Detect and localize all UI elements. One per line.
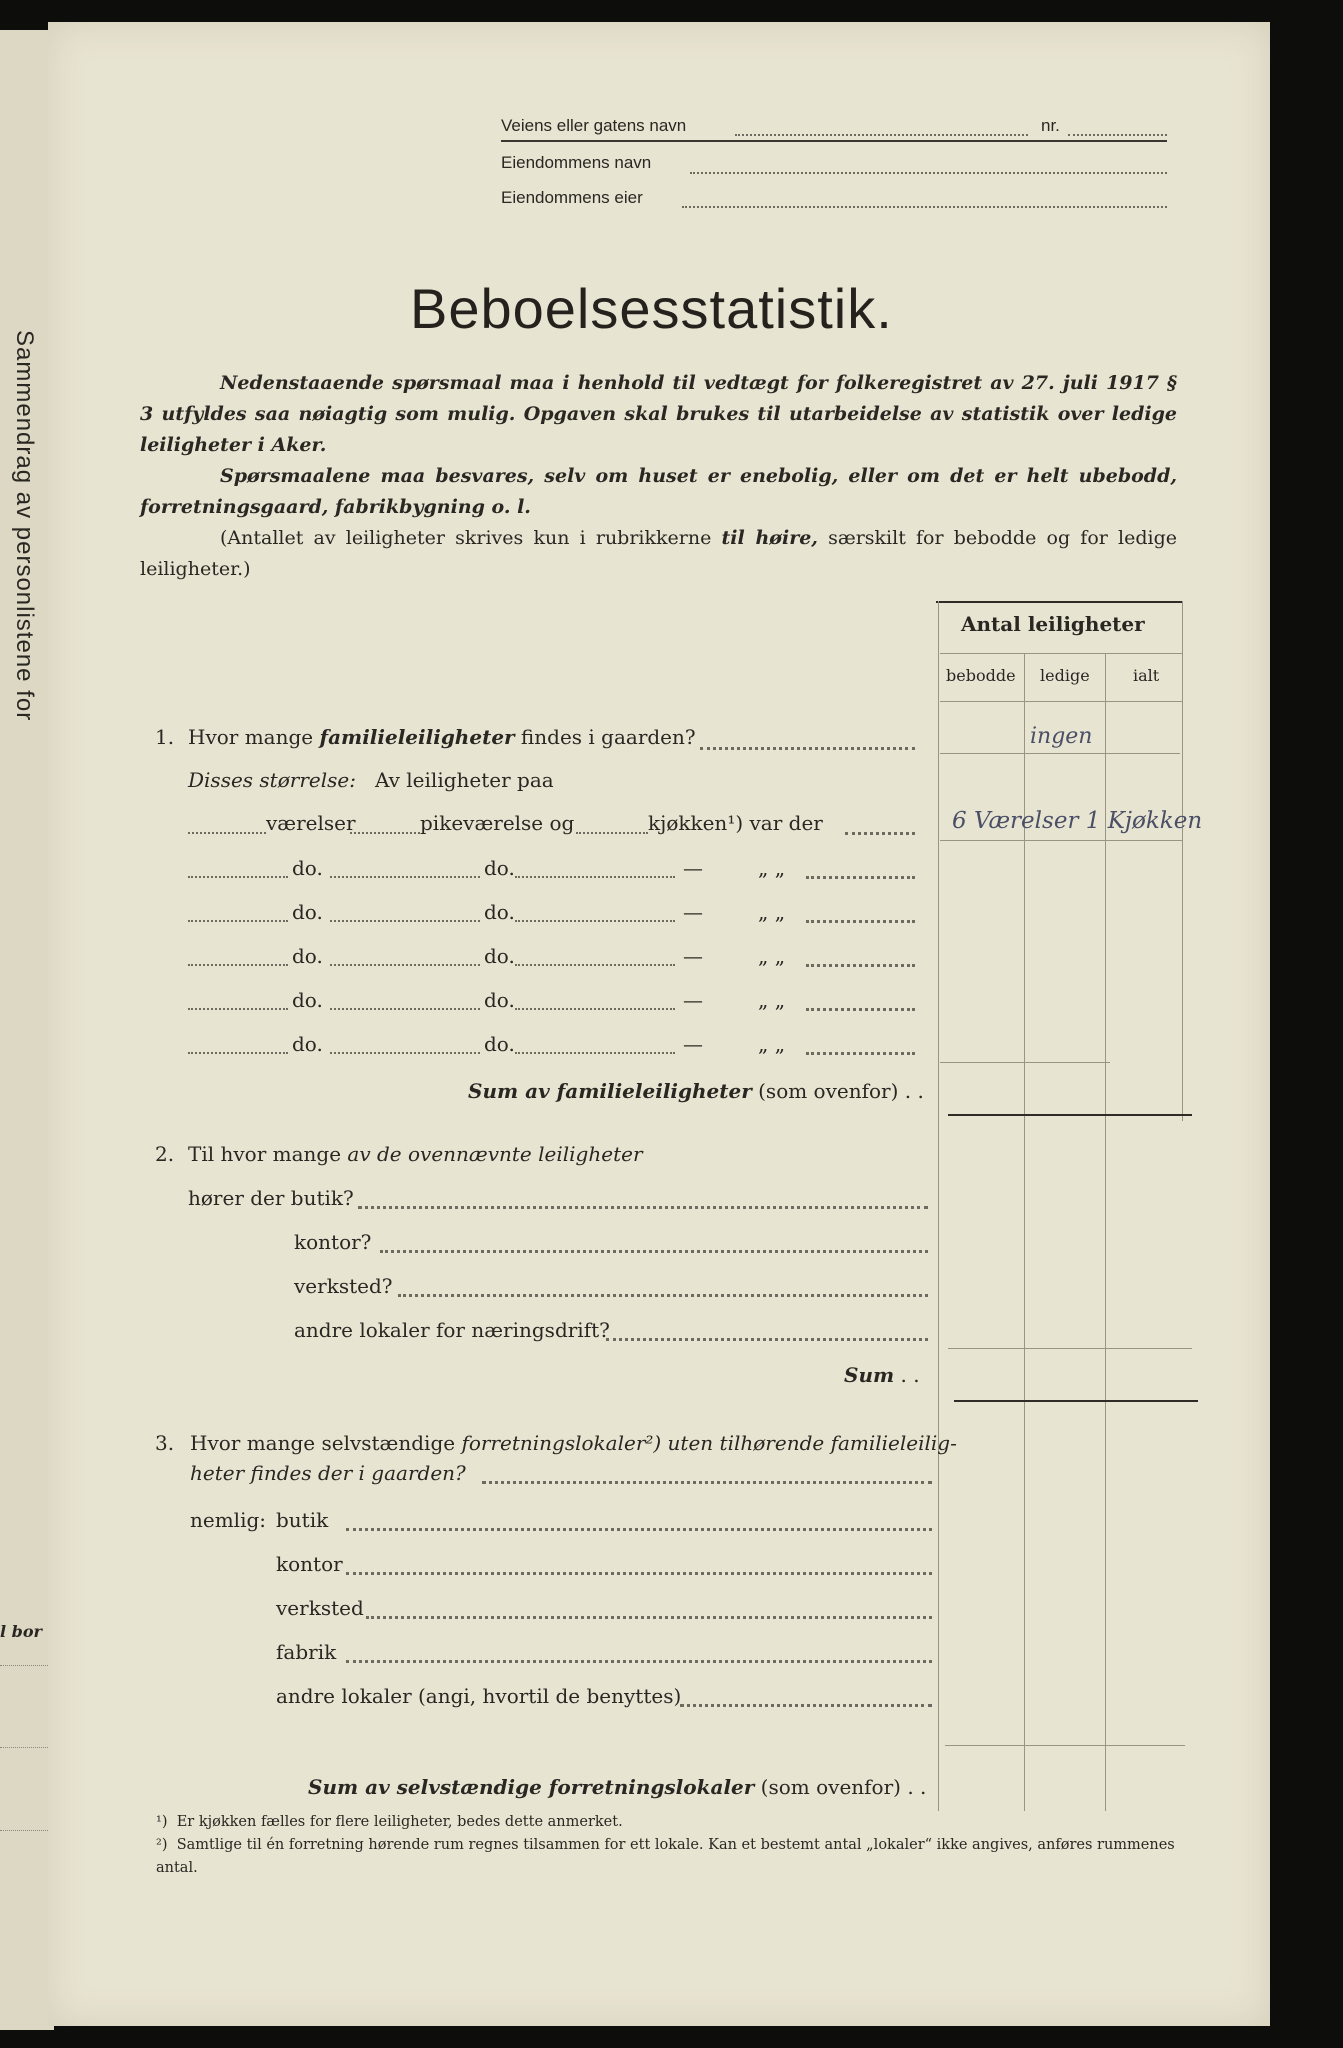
property-owner-field[interactable] bbox=[682, 206, 1167, 208]
leader-dots bbox=[346, 1572, 932, 1575]
vaerelser-field[interactable] bbox=[188, 832, 266, 834]
ditto: „ „ bbox=[758, 900, 786, 924]
leader-dots bbox=[845, 832, 915, 835]
dash: — bbox=[683, 944, 703, 968]
q3-fabrik: fabrik bbox=[276, 1640, 337, 1664]
do-label: do. bbox=[484, 944, 515, 968]
pike-field[interactable] bbox=[350, 832, 420, 834]
leader-dots bbox=[680, 1704, 932, 1707]
q3-kontor: kontor bbox=[276, 1552, 343, 1576]
do-field[interactable] bbox=[188, 876, 288, 878]
q2-sum: Sum . . bbox=[844, 1363, 920, 1387]
q1-size-text: Av leiligheter paa bbox=[375, 768, 554, 792]
col-bebodde: bebodde bbox=[946, 666, 1016, 685]
q1-sum-note: (som ovenfor) bbox=[758, 1079, 899, 1103]
do-field[interactable] bbox=[330, 920, 480, 922]
leader-dots bbox=[398, 1294, 928, 1297]
q3-sum-note: (som ovenfor) bbox=[760, 1775, 901, 1799]
q2-sum-label: Sum bbox=[844, 1363, 895, 1387]
q3-andre: andre lokaler (angi, hvortil de benyttes) bbox=[276, 1684, 682, 1708]
leader-dots bbox=[346, 1660, 932, 1663]
table-title: Antal leiligheter bbox=[961, 612, 1145, 636]
q2-verksted: verksted? bbox=[294, 1274, 393, 1298]
do-field[interactable] bbox=[330, 1008, 480, 1010]
q2-butik: hører der butik? bbox=[188, 1186, 354, 1210]
intro-paragraph-2: Spørsmaalene maa besvares, selv om huset er enebolig, eller om det er helt ubebodd, forretningsgaard, fabrikbygning o. l. bbox=[140, 465, 1177, 518]
q3-text-b: forretningslokaler²) uten tilhørende familieleilig- bbox=[461, 1431, 957, 1455]
do-field[interactable] bbox=[515, 1008, 675, 1010]
do-field[interactable] bbox=[515, 876, 675, 878]
footnote-2-text: Samtlige til én forretning hørende rum regnes tilsammen for ett lokale. Kan et bestemt antal „lokaler“ ikke angives, anføres rummenes antal. bbox=[156, 1837, 1175, 1876]
do-label: do. bbox=[484, 988, 515, 1012]
do-field[interactable] bbox=[330, 1052, 480, 1054]
col-ledige: ledige bbox=[1040, 666, 1090, 685]
intro-p3-c: særskilt for bebodde og for ledige leiligheter.) bbox=[140, 527, 1177, 580]
sidebar-vertical-text: Sammendrag av personlistene for bbox=[11, 330, 38, 722]
do-label: do. bbox=[292, 988, 323, 1012]
leader-dots bbox=[346, 1528, 932, 1531]
ditto: „ „ bbox=[758, 1032, 786, 1056]
table-row-rule bbox=[940, 753, 1180, 754]
sum1-rule bbox=[948, 1114, 1192, 1116]
dash: — bbox=[683, 1032, 703, 1056]
sum2-rule bbox=[954, 1400, 1198, 1402]
street-field[interactable] bbox=[735, 134, 1028, 136]
q1-size-label: Disses størrelse: bbox=[188, 768, 356, 792]
q3-question-line1 bbox=[190, 1431, 957, 1455]
dash: — bbox=[683, 988, 703, 1012]
sidebar-fragment: l bor bbox=[0, 1622, 42, 1641]
do-label: do. bbox=[484, 856, 515, 880]
leader-dots bbox=[806, 1008, 915, 1011]
do-field[interactable] bbox=[330, 876, 480, 878]
property-name-label: Eiendommens navn bbox=[501, 153, 652, 172]
q3-question-line2: heter findes der i gaarden? bbox=[190, 1461, 466, 1485]
nr-field[interactable] bbox=[1068, 134, 1167, 136]
col-ialt: ialt bbox=[1133, 666, 1160, 685]
intro-paragraph-1: Nedenstaaende spørsmaal maa i henhold til vedtægt for folkeregistret av 27. juli 1917 § 3 utfyldes saa nøiagtig som mulig. Opgaven skal brukes til utarbeidelse av statistik over ledige leiligheter i Aker. bbox=[140, 372, 1177, 456]
q2-question bbox=[188, 1142, 643, 1166]
do-field[interactable] bbox=[188, 1052, 288, 1054]
do-field[interactable] bbox=[188, 1008, 288, 1010]
footnote-1-mark: ¹) bbox=[156, 1814, 168, 1830]
leader-dots bbox=[806, 1052, 915, 1055]
q1-number: 1. bbox=[155, 725, 175, 749]
leader-dots bbox=[380, 1250, 928, 1253]
leader-dots bbox=[358, 1206, 928, 1209]
intro-paragraph-3 bbox=[140, 523, 1177, 585]
q1-answer-ledige[interactable]: ingen bbox=[1030, 724, 1093, 749]
do-field[interactable] bbox=[330, 964, 480, 966]
property-owner-label: Eiendommens eier bbox=[501, 188, 643, 207]
q3-verksted: verksted bbox=[276, 1596, 364, 1620]
q1-sum-label: Sum av familieleiligheter bbox=[468, 1079, 752, 1103]
q3-text-a: Hvor mange selvstændige bbox=[190, 1431, 462, 1455]
sidebar-dotted-line bbox=[0, 1665, 48, 1666]
q2-kontor: kontor? bbox=[294, 1230, 372, 1254]
do-field[interactable] bbox=[188, 964, 288, 966]
q3-nemlig: nemlig: bbox=[190, 1508, 267, 1532]
q2-text-a: Til hvor mange bbox=[188, 1142, 348, 1166]
leader-dots bbox=[806, 920, 915, 923]
q1-question bbox=[188, 725, 696, 749]
q3-butik: butik bbox=[276, 1508, 329, 1532]
table-header-rule bbox=[940, 653, 1182, 654]
q2-number: 2. bbox=[155, 1142, 175, 1166]
table-top-rule bbox=[936, 601, 1182, 603]
do-label: do. bbox=[292, 856, 323, 880]
table-row-rule bbox=[940, 1062, 1110, 1063]
do-field[interactable] bbox=[515, 1052, 675, 1054]
table-colhead-rule bbox=[940, 701, 1182, 702]
ditto: „ „ bbox=[758, 944, 786, 968]
sidebar-dotted-line bbox=[0, 1830, 48, 1831]
kjokken-field[interactable] bbox=[576, 832, 648, 834]
dash: — bbox=[683, 856, 703, 880]
intro-p3-a: (Antallet av leiligheter skrives kun i rubrikkerne bbox=[220, 527, 722, 549]
q2-text-b: av de ovennævnte leiligheter bbox=[347, 1142, 643, 1166]
page-title: Beboelsesstatistik. bbox=[410, 277, 893, 340]
q3-sum: Sum av selvstændige forretningslokaler (som ovenfor) . . bbox=[308, 1775, 927, 1799]
q1-sum: Sum av familieleiligheter (som ovenfor) . . bbox=[468, 1079, 924, 1103]
q3-number: 3. bbox=[155, 1431, 175, 1455]
vaerelser-label: værelser bbox=[266, 811, 356, 835]
ditto: „ „ bbox=[758, 856, 786, 880]
header-rule bbox=[501, 140, 1167, 142]
q3-sum-label: Sum av selvstændige forretningslokaler bbox=[308, 1775, 755, 1799]
do-label: do. bbox=[484, 1032, 515, 1056]
q1-text-c: findes i gaarden? bbox=[514, 725, 696, 749]
footnote-2 bbox=[156, 1834, 1176, 1880]
do-label: do. bbox=[292, 1032, 323, 1056]
leader-dots bbox=[806, 964, 915, 967]
ditto: „ „ bbox=[758, 988, 786, 1012]
nr-label: nr. bbox=[1041, 116, 1060, 135]
do-label: do. bbox=[484, 900, 515, 924]
do-field[interactable] bbox=[515, 920, 675, 922]
kjokken-label: kjøkken¹) var der bbox=[648, 811, 823, 835]
leader-dots bbox=[700, 747, 915, 750]
leader-dots bbox=[366, 1616, 932, 1619]
intro-p3-b: til høire, bbox=[721, 527, 818, 549]
q1-text-b: familieleiligheter bbox=[319, 725, 515, 749]
intro-text bbox=[140, 368, 1177, 585]
q1-answer-row1[interactable]: 6 Værelser 1 Kjøkken bbox=[952, 808, 1203, 834]
do-label: do. bbox=[292, 900, 323, 924]
footnote-2-mark: ²) bbox=[156, 1837, 168, 1853]
dash: — bbox=[683, 900, 703, 924]
do-field[interactable] bbox=[188, 920, 288, 922]
footnote-1 bbox=[156, 1811, 623, 1834]
property-name-field[interactable] bbox=[690, 172, 1167, 174]
table-vline bbox=[938, 601, 939, 1811]
leader-dots bbox=[606, 1338, 928, 1341]
do-field[interactable] bbox=[515, 964, 675, 966]
q1-text-a: Hvor mange bbox=[188, 725, 320, 749]
street-label: Veiens eller gatens navn bbox=[501, 116, 687, 135]
table-vline bbox=[1182, 601, 1183, 1121]
table-row-rule bbox=[945, 1745, 1185, 1746]
table-row-rule bbox=[940, 840, 1182, 841]
table-row-rule bbox=[948, 1348, 1192, 1349]
pike-label: pikeværelse og bbox=[420, 811, 575, 835]
footnote-1-text: Er kjøkken fælles for flere leiligheter, bedes dette anmerket. bbox=[176, 1814, 623, 1830]
q2-andre: andre lokaler for næringsdrift? bbox=[294, 1318, 610, 1342]
leader-dots bbox=[806, 876, 915, 879]
leader-dots bbox=[482, 1481, 932, 1484]
sidebar-dotted-line bbox=[0, 1747, 48, 1748]
do-label: do. bbox=[292, 944, 323, 968]
